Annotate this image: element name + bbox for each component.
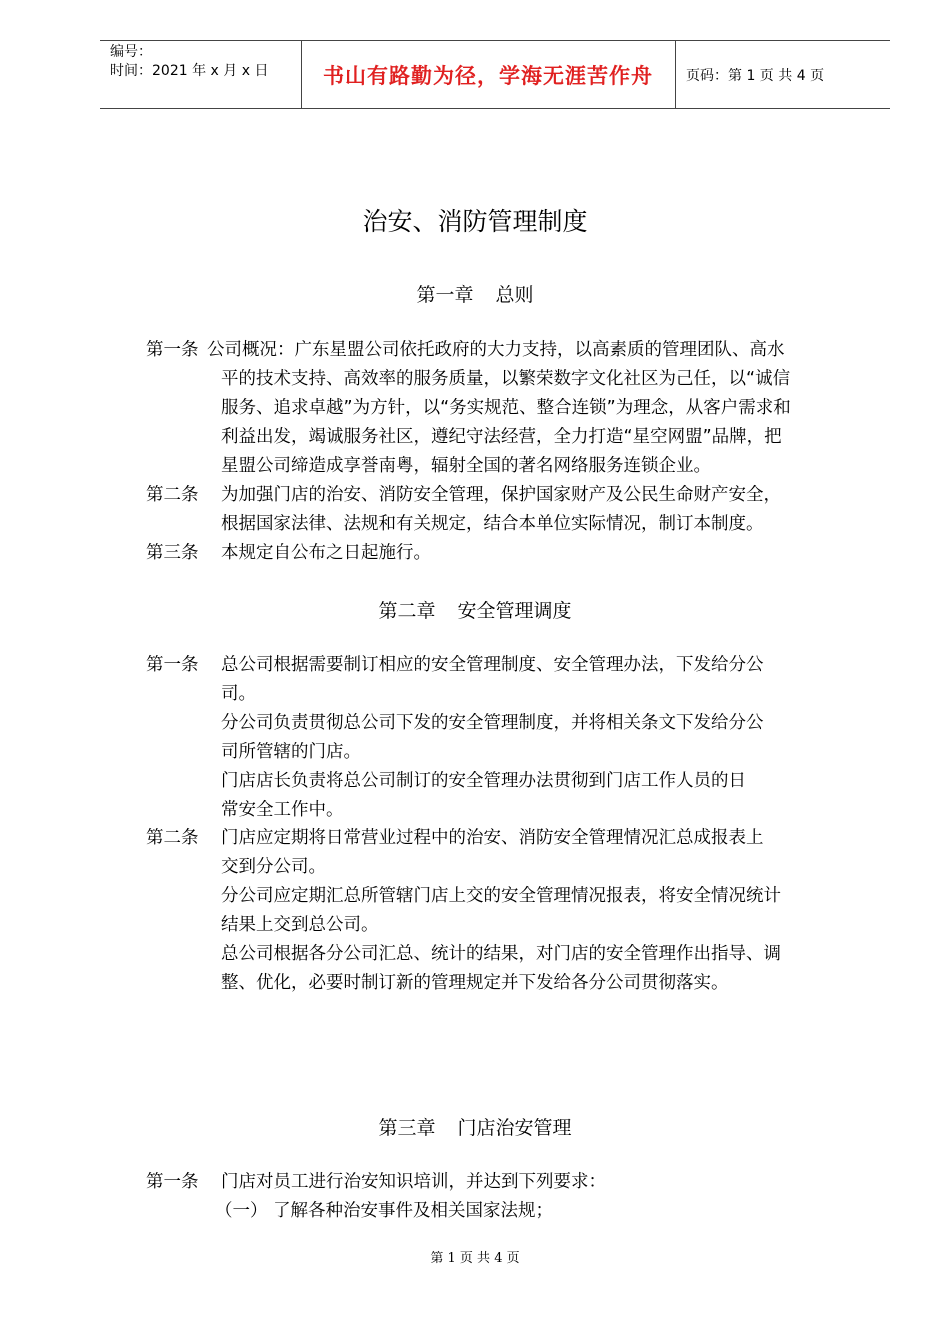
article-line: 司所管辖的门店。 xyxy=(221,742,361,762)
header-motto: 书山有路勤为径，学海无涯苦作舟 xyxy=(323,63,653,88)
chapter-number: 第三章 xyxy=(378,1117,436,1139)
article-line: 分公司负责贯彻总公司下发的安全管理制度，并将相关条文下发给分公 xyxy=(221,713,764,733)
header-meta xyxy=(110,43,268,81)
header-divider xyxy=(675,41,676,108)
article-line: 门店应定期将日常营业过程中的治安、消防安全管理情况汇总成报表上 xyxy=(221,828,764,848)
article-label: 第一条 xyxy=(146,655,199,675)
article-line: 总公司根据各分公司汇总、统计的结果，对门店的安全管理作出指导、调 xyxy=(221,944,781,964)
page-header xyxy=(100,40,890,109)
chapter-2-heading xyxy=(0,596,950,623)
article-line: 司。 xyxy=(221,684,256,704)
page-footer: 第 1 页 共 4 页 xyxy=(430,1251,520,1266)
article-label: 第三条 xyxy=(146,543,199,563)
article-line: 平的技术支持、高效率的服务质量，以繁荣数字文化社区为己任，以“诚信 xyxy=(221,369,791,389)
doc-time-label: 时间：2021 年 x 月 x 日 xyxy=(110,63,269,79)
header-page-info: 页码：第 1 页 共 4 页 xyxy=(686,68,825,84)
article-line: 交到分公司。 xyxy=(221,857,326,877)
doc-number-label: 编号： xyxy=(110,44,152,60)
article-line: 分公司应定期汇总所管辖门店上交的安全管理情况报表，将安全情况统计 xyxy=(221,886,781,906)
article-line: 常安全工作中。 xyxy=(221,800,344,820)
article-label: 第一条 xyxy=(146,1172,199,1192)
article-label: 第一条 xyxy=(146,340,199,360)
article-line: 利益出发，竭诚服务社区，遵纪守法经营，全力打造“星空网盟”品牌，把 xyxy=(221,427,782,447)
article-label: 第二条 xyxy=(146,485,199,505)
list-item: （一） 了解各种治安事件及相关国家法规； xyxy=(215,1201,554,1221)
article-line: 服务、追求卓越”为方针，以“务实规范、整合连锁”为理念，从客户需求和 xyxy=(221,398,791,418)
article-line: 总公司根据需要制订相应的安全管理制度、安全管理办法，下发给分公 xyxy=(221,655,764,675)
document-title: 治安、消防管理制度 xyxy=(362,207,588,236)
article-line: 本规定自公布之日起施行。 xyxy=(221,543,431,563)
article-line: 整、优化，必要时制订新的管理规定并下发给各分公司贯彻落实。 xyxy=(221,973,729,993)
article-label: 第二条 xyxy=(146,828,199,848)
article-line: 星盟公司缔造成享誉南粤，辐射全国的著名网络服务连锁企业。 xyxy=(221,456,711,476)
article-line: 为加强门店的治安、消防安全管理，保护国家财产及公民生命财产安全， xyxy=(221,485,781,505)
chapter-number: 第二章 xyxy=(378,600,436,622)
article-line: 门店对员工进行治安知识培训，并达到下列要求： xyxy=(221,1172,606,1192)
chapter-1-heading xyxy=(0,280,950,307)
article-line: 结果上交到总公司。 xyxy=(221,915,379,935)
chapter-3-heading xyxy=(0,1113,950,1140)
article-line: 门店店长负责将总公司制订的安全管理办法贯彻到门店工作人员的日 xyxy=(221,771,746,791)
article-line: 根据国家法律、法规和有关规定，结合本单位实际情况，制订本制度。 xyxy=(221,514,764,534)
chapter-number: 第一章 xyxy=(416,284,474,306)
chapter-name: 总则 xyxy=(495,284,534,306)
chapter-name: 安全管理调度 xyxy=(457,600,572,622)
article-line: 公司概况：广东星盟公司依托政府的大力支持，以高素质的管理团队、高水 xyxy=(207,340,785,360)
chapter-name: 门店治安管理 xyxy=(457,1117,572,1139)
